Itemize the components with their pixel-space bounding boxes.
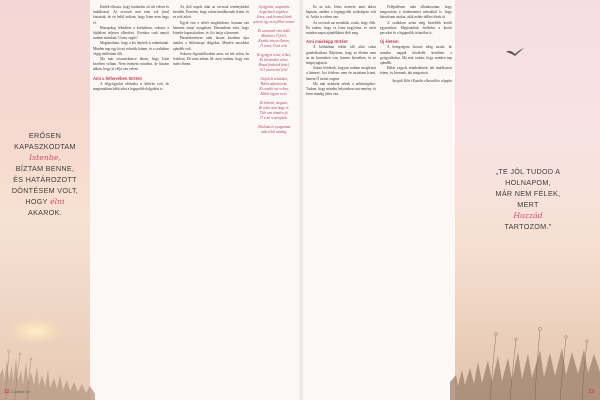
magazine-name: Családi kör [10,389,31,394]
right-column-1 [306,5,376,97]
quote-line: KAPASZKODTAM [14,142,76,151]
poem-line: Tárjuk ki szívünket, [259,77,289,81]
quote-line: MERT [517,200,539,209]
body-paragraph: Felépülésem után elhatároztam, hogy megosztom a történetemet másokkal is, hogy bátorítsam azokat, akik nehéz időket élnek át. [380,5,452,20]
quote-line: TARTOZOM.” [504,222,552,231]
poem-line: szívem, így nem félhet sosem. [252,20,296,24]
bird-icon [506,48,524,58]
poem-line: Ő vezet, Ő ad erőt. [260,44,288,48]
poem-line: Tőle van minden jó, [259,111,289,115]
poem-line: Ki lát minden sebet, [259,58,289,62]
quote-line: BÍZTAM BENNE, [15,164,75,173]
body-paragraph: Ma már visszatekintve látom, hogy Isten kezében voltam. Nem értettem mindent, de bíztam abban, hogy jó célja van velem. [93,57,169,72]
poem-line: Áldott legyen neve. [260,92,288,96]
right-folio [588,389,594,395]
body-paragraph: A kórházban töltött idő alatt sokat gondolkodtam. Rájöttem, hogy az életem nem az én kezemben van, hanem Istenében, és ez megnyugtatott. [306,45,376,66]
poem-stanza [252,29,296,49]
page-number: 13 [588,389,594,395]
poem-line: Ő a mi reményünk. [260,116,288,120]
quote-line: „TE JÓL TUDOD A [495,167,561,176]
body-paragraph: Sokan kérdezik, hogyan tudtam megőrizni a hitemet. Azt felelem: nem én tartottam Istent, hanem Ő tartott engem. [306,66,376,81]
body-paragraph: A felgyógyulás időszaka is kihívás volt, de megtanultam hálát adni a legapróbb dolgokért is. [93,81,169,92]
poem-line: Oltalmat és nyugalmat [257,125,291,129]
body-paragraph: Sokszor elgondolkodom azon, mi lett volna, ha feladom. De nem adtam fel, mert tudtam, hogy van miért élnem. [173,51,249,67]
poem-line: Gyógyítás, megtartás [258,5,290,9]
body-paragraph: Ma már másként nézek a nehézségekre. Tudom, hogy minden helyzetben van remény, és Isten mindig jelen van. [306,81,376,97]
poem-stanza [252,125,296,135]
quote-line: MÁR NEM FÉLEK, [495,189,561,198]
poem-line: Ki szavaival rám talál, [257,29,291,33]
poem-stanza [252,53,296,73]
quote-line: AKAROK. [27,208,63,217]
grass-silhouette-right [450,290,600,400]
page-gutter [298,0,304,400]
poem-line: Ki csodát tett velem, [259,87,289,91]
quote-script-word: élni [49,197,65,206]
poem-stanza [252,5,296,25]
left-pull-quote [0,130,90,218]
poem-line: Ki gyógyít testet, lelket, [257,53,291,57]
quote-line: ÉS HATÁROZOTT [13,175,77,184]
body-paragraph: Hálás vagyok mindenkinek, aki imádkozott értem, és Istennek, aki megtartott. [380,66,452,76]
grass-silhouette-left [0,320,95,400]
page-number: 12 [4,389,10,395]
body-paragraph: Hónapokig feküdtem a kórházban, sokszor a fájdalom teljesen elborított. Ilyenkor csak annyit tudtam mondani: Uram, segíts! [93,25,169,41]
poem-stanza [252,101,296,121]
poem-line: Kezébe tettem életem, [258,39,290,43]
poem-line: Ki soha nem hagy el, [258,106,290,110]
poem-line: Mindenre Ő felel, [261,34,287,38]
body-paragraph: Az orvosok azt mondták, csoda, hogy élek. Én tudom, hogy ez Isten kegyelme, és ezért minden napot ajándékként élek meg. [306,20,376,36]
quote-line: HOLNAPOM, [505,178,551,187]
poem-line: Ki bátorít, megtart, [260,101,288,105]
left-column-1 [93,5,169,92]
section-heading: Ami másképp történt [306,39,348,45]
poem-line: S Ő szeretettel felel. [259,68,289,72]
quote-line: HOGY [25,197,48,206]
poem-stanza [252,77,296,97]
poem-line: kegyelmed végtelen, [259,10,289,14]
quote-script-word: Hozzád [513,211,543,220]
body-paragraph: A családom azóta még közelebb került egymáshoz. Megtanultuk értékelni a közös perceket és a legapróbb örömöket is. [380,20,452,36]
body-paragraph: A betegségem hosszú ideig tartott, de minden nappal közelebb kerültem a gyógyuláshoz. Ma már tudom, hogy minden nap ajándék. [380,45,452,66]
body-paragraph: Ez az írás, Jézus üzenete, amit akkor kaptam, amikor a legnagyobb szükségem volt rá. Azóta is velem van. [306,5,376,20]
section-heading: Új életem [380,39,399,45]
body-paragraph: Az első napok után az orvosok reménykedni kezdtek. Éreztem, hogy sokan imádkoznak értem, és ez erőt adott. [173,5,249,20]
quote-line: ERŐSEN [28,131,62,140]
body-paragraph: Megtanultam, hogy a kis lépések is számítanak. Minden nap egy kicsit erősebb lettem, és a családom végig mellettem állt. [93,41,169,56]
right-column-2 [380,5,452,84]
left-column-2 [173,5,249,67]
author-signature: Szegedi Klári Katalin elbeszélése alapján [392,78,452,83]
body-paragraph: Egyik este a nővér megkérdezte, honnan van bennem ennyi nyugalom. Elmondtam neki, hogy Istenbe kapaszkodom, és ő is tartja a kezemet. [173,20,249,36]
poem-line: Hálát adjunk neki, [260,82,288,86]
body-paragraph: Hazaérkezésem után lassan kezdtem újra tanulni a hétköznapi dolgokat. Minden mozdulat ajándék volt. [173,36,249,51]
poem-line: nála lelek mindig. [261,130,287,134]
right-pull-quote [458,166,598,232]
poem-column [252,5,296,139]
body-paragraph: Emlék elhozta, hogy barátnőm ott ült velem és imádkozott. Az orvosok már nem sok jóval biztattak, de én belül tudtam, hogy Isten nem hagy el. [93,5,169,25]
left-folio [4,389,31,395]
section-heading: Ami a felhevében történt [93,75,142,81]
poem-line: Jézus, csak benned bízik [256,15,292,19]
poem-line: Hozzá fordulok hittel, [258,63,290,67]
quote-line: DÖNTÉSEM VOLT, [11,186,79,195]
quote-script-word: Istenbe, [29,153,61,162]
